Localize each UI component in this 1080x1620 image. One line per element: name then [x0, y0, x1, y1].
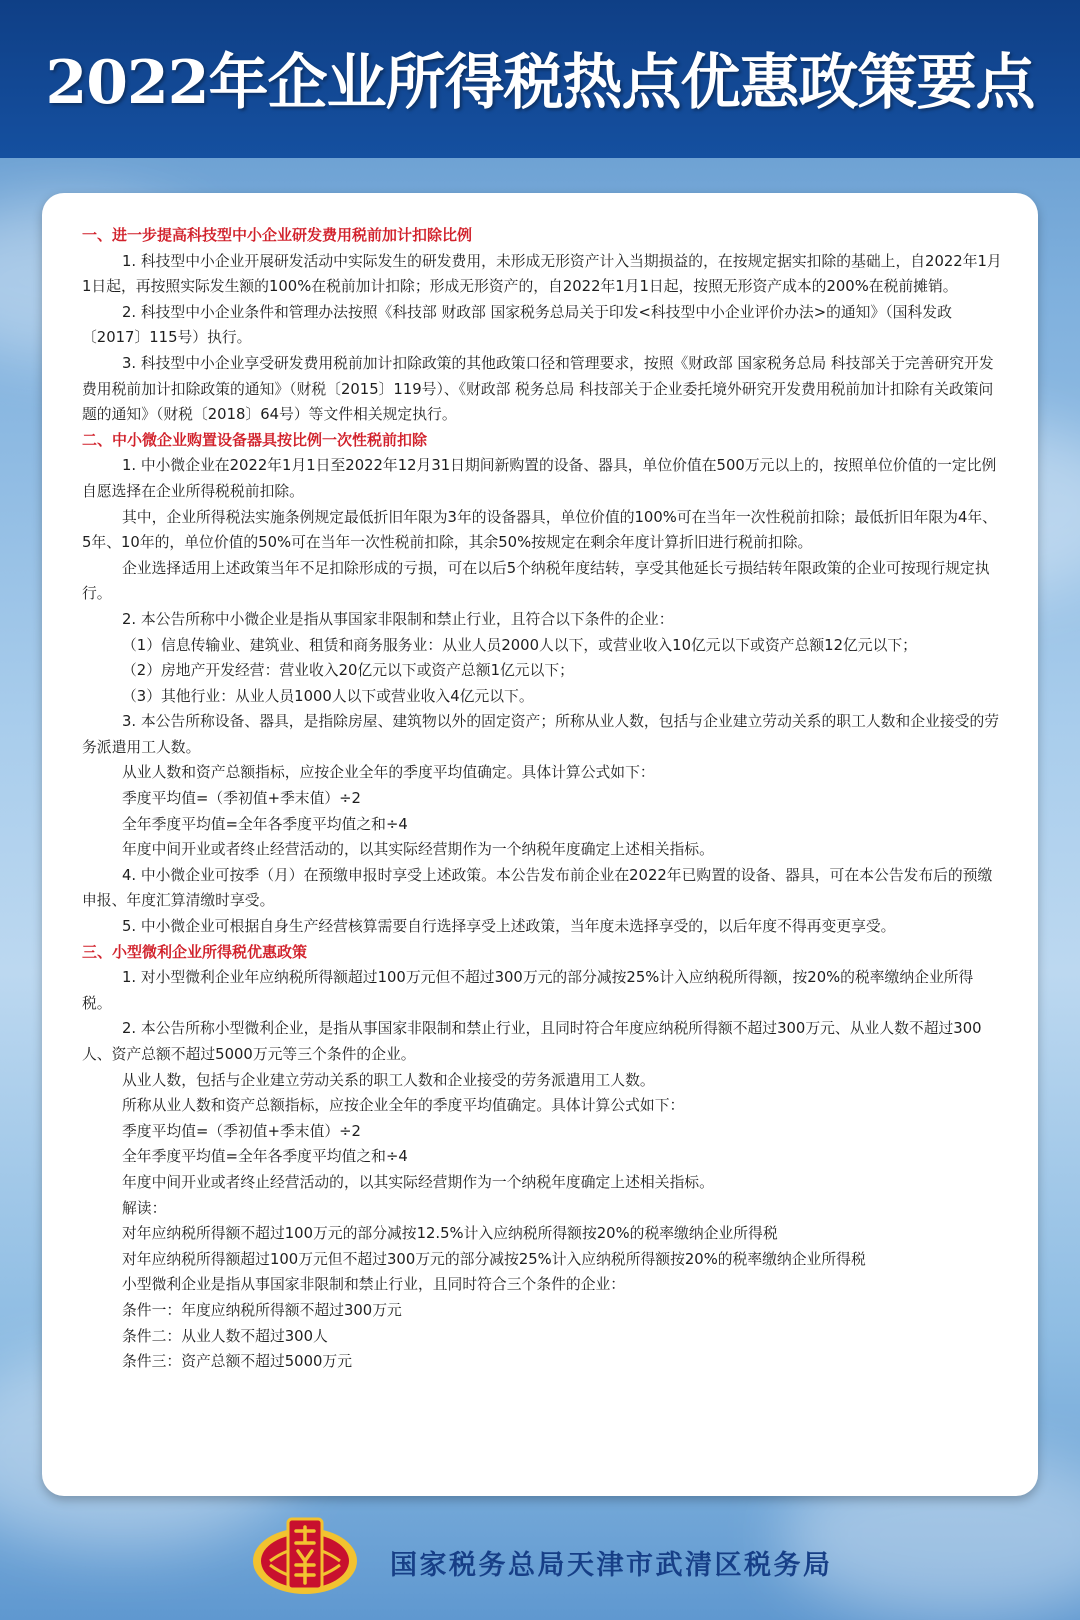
condition-line: 条件一：年度应纳税所得额不超过300万元: [122, 1301, 402, 1319]
section-1-paragraph: 3. 科技型中小企业享受研发费用税前加计扣除政策的其他政策口径和管理要求，按照《财政部 国家税务总局 科技部关于完善研究开发费用税前加计扣除政策的通知》（财税〔2015〕119号）、《财政部 税务总局 科技部关于企业委托境外研究开发费用税前加计扣除有关政策问题的通知》（财税〔2018〕64号）等文件相关规定执行。: [82, 354, 994, 424]
section-2-formula: 季度平均值=（季初值+季末值）÷2: [122, 790, 361, 808]
section-1-paragraph: 1. 科技型中小企业开展研发活动中实际发生的研发费用，未形成无形资产计入当期损益的，在按规定据实扣除的基础上，自2022年1月1日起，再按照实际发生额的100%在税前加计扣除；形成无形资产的，自2022年1月1日起，按照无形资产成本的200%在税前摊销。: [82, 252, 1002, 296]
section-2-heading: 二、中小微企业购置设备器具按比例一次性税前扣除: [82, 430, 428, 449]
condition-line: 条件三：资产总额不超过5000万元: [122, 1353, 353, 1371]
section-2-paragraph: 4. 中小微企业可按季（月）在预缴申报时享受上述政策。本公告发布前企业在2022年已购置的设备、器具，可在本公告发布后的预缴申报、年度汇算清缴时享受。: [82, 866, 993, 910]
section-2-paragraph: 其中，企业所得税法实施条例规定最低折旧年限为3年的设备器具，单位价值的100%可在当年一次性税前扣除；最低折旧年限为4年、5年、10年的，单位价值的50%可在当年一次性税前扣除，其余50%按规定在剩余年度计算折旧进行税前扣除。: [82, 508, 997, 552]
interpretation-line: 对年应纳税所得额不超过100万元的部分减按12.5%计入应纳税所得额按20%的税率缴纳企业所得税: [122, 1225, 778, 1243]
page-title: 2022年企业所得税热点优惠政策要点: [45, 48, 1035, 118]
section-3-paragraph: 从业人数，包括与企业建立劳动关系的职工人数和企业接受的劳务派遣用工人数。: [122, 1071, 655, 1089]
organization-name: 国家税务总局天津市武清区税务局: [390, 1550, 833, 1581]
interpretation-line: 对年应纳税所得额超过100万元但不超过300万元的部分减按25%计入应纳税所得额按20%的税率缴纳企业所得税: [122, 1250, 866, 1268]
section-3-paragraph: 所称从业人数和资产总额指标，应按企业全年的季度平均值确定。具体计算公式如下：: [122, 1097, 685, 1115]
section-3-paragraph: 2. 本公告所称小型微利企业，是指从事国家非限制和禁止行业，且同时符合年度应纳税所得额不超过300万元、从业人数不超过300人、资产总额不超过5000万元等三个条件的企业。: [82, 1020, 982, 1063]
section-1-paragraph: 2. 科技型中小企业条件和管理办法按照《科技部 财政部 国家税务总局关于印发<科技型中小企业评价办法>的通知》（国科发政〔2017〕115号）执行。: [82, 303, 952, 347]
section-2-paragraph: 3. 本公告所称设备、器具，是指除房屋、建筑物以外的固定资产；所称从业人数，包括与企业建立劳动关系的职工人数和企业接受的劳务派遣用工人数。: [82, 713, 1000, 756]
section-3-heading: 三、小型微利企业所得税优惠政策: [82, 942, 308, 961]
section-2-paragraph: 年度中间开业或者终止经营活动的，以其实际经营期作为一个纳税年度确定上述相关指标。: [122, 841, 714, 859]
policy-content: [82, 223, 1002, 1375]
section-2-paragraph: 5. 中小微企业可根据自身生产经营核算需要自行选择享受上述政策，当年度未选择享受的，以后年度不得再变更享受。: [122, 918, 896, 936]
tax-bureau-emblem-icon: [250, 1515, 360, 1597]
section-2-paragraph: 企业选择适用上述政策当年不足扣除形成的亏损，可在以后5个纳税年度结转，享受其他延长亏损结转年限政策的企业可按现行规定执行。: [82, 559, 990, 603]
section-3-formula: 全年季度平均值=全年各季度平均值之和÷4: [122, 1148, 408, 1166]
section-2-list-item: （2）房地产开发经营：营业收入20亿元以下或资产总额1亿元以下；: [122, 662, 574, 680]
section-2-paragraph: 1. 中小微企业在2022年1月1日至2022年12月31日期间新购置的设备、器具，单位价值在500万元以上的，按照单位价值的一定比例自愿选择在企业所得税税前扣除。: [82, 457, 997, 500]
interpretation-line: 小型微利企业是指从事国家非限制和禁止行业，且同时符合三个条件的企业：: [122, 1276, 626, 1294]
section-2-formula: 全年季度平均值=全年各季度平均值之和÷4: [122, 815, 408, 833]
section-3-paragraph: 年度中间开业或者终止经营活动的，以其实际经营期作为一个纳税年度确定上述相关指标。: [122, 1173, 714, 1191]
footer: [250, 1515, 850, 1605]
section-3-formula: 季度平均值=（季初值+季末值）÷2: [122, 1122, 361, 1140]
section-2-paragraph: 从业人数和资产总额指标，应按企业全年的季度平均值确定。具体计算公式如下：: [122, 764, 655, 782]
section-1-heading: 一、进一步提高科技型中小企业研发费用税前加计扣除比例: [82, 226, 473, 244]
header-banner: [0, 0, 1080, 158]
interpretation-label: 解读：: [122, 1199, 167, 1217]
section-3-paragraph: 1. 对小型微利企业年应纳税所得额超过100万元但不超过300万元的部分减按25%计入应纳税所得额，按20%的税率缴纳企业所得税。: [82, 969, 974, 1012]
policy-card: [42, 193, 1038, 1496]
section-2-list-item: （3）其他行业：从业人员1000人以下或营业收入4亿元以下。: [122, 687, 534, 705]
condition-line: 条件二：从业人数不超过300人: [122, 1327, 328, 1345]
section-2-list-item: （1）信息传输业、建筑业、租赁和商务服务业：从业人员2000人以下，或营业收入10亿元以下或资产总额12亿元以下；: [122, 636, 917, 654]
section-2-paragraph: 2. 本公告所称中小微企业是指从事国家非限制和禁止行业，且符合以下条件的企业：: [122, 610, 674, 628]
